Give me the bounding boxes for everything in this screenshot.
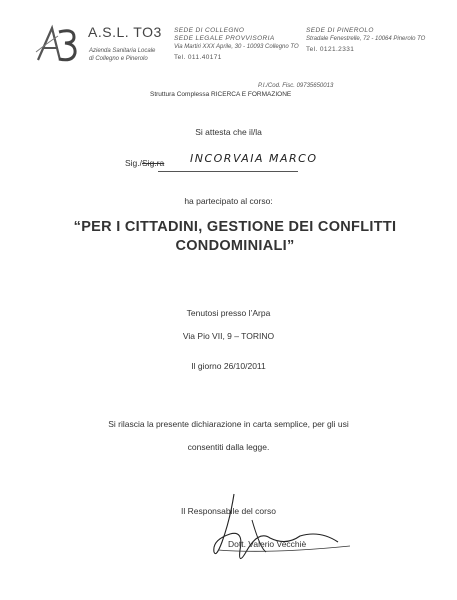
logo-title: A.S.L. TO3 [88, 24, 162, 40]
salutation [125, 158, 164, 168]
collegno-title: SEDE DI COLLEGNO [174, 27, 245, 34]
salutation-struck: Sig.ra [142, 158, 165, 168]
handwritten-signature [200, 490, 360, 570]
responsible-label: Il Responsabile del corso [181, 506, 276, 516]
course-title: “PER I CITTADINI, GESTIONE DEI CONFLITTI CONDOMINIALI” [73, 219, 397, 254]
pinerolo-title: SEDE DI PINEROLO [306, 27, 374, 34]
pinerolo-phone: Tel. 0121.2331 [306, 46, 355, 53]
asl-logo-icon [34, 22, 80, 64]
statement-line1: Si rilascia la presente dichiarazione in carta semplice, per gli usi [108, 419, 349, 429]
collegno-subtitle: SEDE LEGALE PROVVISORIA [174, 35, 275, 42]
participation-text: ha partecipato al corso: [184, 196, 273, 206]
pinerolo-address: Stradale Fenestrelle, 72 - 10064 Pinerolo TO [306, 36, 426, 42]
venue-address: Via Pio VII, 9 – TORINO [182, 331, 275, 341]
participant-name: INCORVAIA MARCO [190, 152, 318, 165]
statement-line2: consentiti dalla legge. [187, 442, 270, 452]
agency-name-line1: Azienda Sanitaria Locale [89, 48, 156, 54]
doctor-name: Dott. Valerio Vecchiè [228, 539, 307, 549]
department-name: Struttura Complessa RICERCA E FORMAZIONE [150, 91, 292, 98]
collegno-address: Via Martiri XXX Aprile, 30 - 10093 Collegno TO [174, 44, 299, 50]
venue-text: Tenutosi presso l’Arpa [186, 308, 271, 318]
collegno-phone: Tel. 011.40171 [174, 54, 222, 61]
fiscal-code: P.I./Cod. Fisc. 09735650013 [258, 83, 334, 89]
attestation-text: Si attesta che il/la [195, 127, 262, 137]
course-date: Il giorno 26/10/2011 [191, 361, 266, 371]
agency-name-line2: di Collegno e Pinerolo [89, 56, 148, 62]
salutation-prefix: Sig./ [125, 158, 143, 168]
name-underline [158, 171, 298, 172]
